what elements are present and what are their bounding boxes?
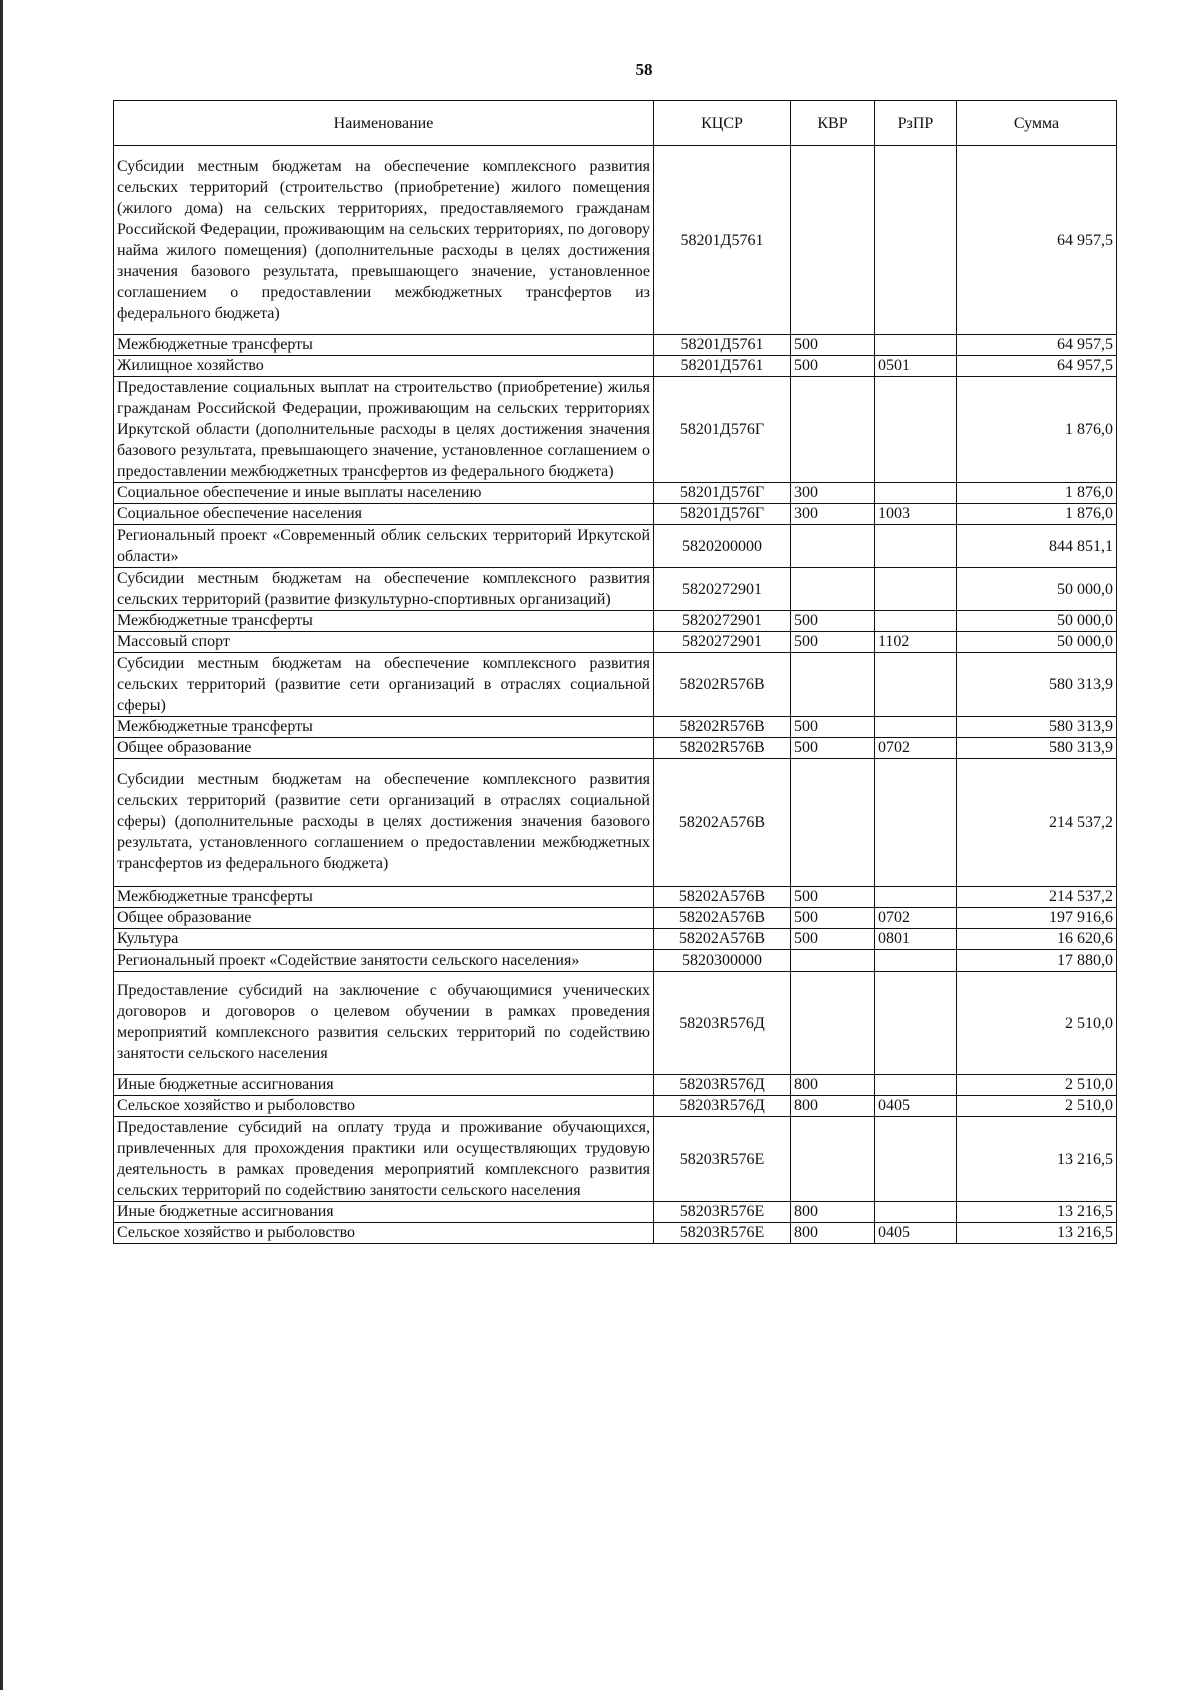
row-sum-cell: 17 880,0: [957, 950, 1117, 972]
row-name-cell: Региональный проект «Содействие занятости сельского населения»: [114, 950, 654, 972]
row-sum-cell: 2 510,0: [957, 1075, 1117, 1096]
row-rzpr-cell: [875, 972, 957, 1075]
row-kvr-cell: 300: [791, 483, 875, 504]
table-row: [114, 525, 1117, 568]
row-name-cell: Сельское хозяйство и рыболовство: [114, 1223, 654, 1244]
table-row: [114, 972, 1117, 1075]
row-name-cell: Жилищное хозяйство: [114, 356, 654, 377]
row-name-cell: Субсидии местным бюджетам на обеспечение комплексного развития сельских территорий (развитие сети организаций в отраслях социальной сферы) (дополнительные расходы в целях достижения значения базового результата, установленного соглашением о предоставлении межбюджетных трансфертов из федерального бюджета): [114, 759, 654, 887]
table-header: [114, 101, 1117, 146]
row-sum-cell: 50 000,0: [957, 611, 1117, 632]
row-kcsr-cell: 58202R576B: [654, 653, 791, 717]
row-rzpr-cell: [875, 1117, 957, 1202]
table-row: [114, 335, 1117, 356]
row-sum-cell: 13 216,5: [957, 1117, 1117, 1202]
row-kcsr-cell: 58201Д5761: [654, 146, 791, 335]
budget-table: [113, 100, 1117, 1244]
row-name-cell: Региональный проект «Современный облик сельских территорий Иркутской области»: [114, 525, 654, 568]
row-rzpr-cell: [875, 146, 957, 335]
row-name-cell: Сельское хозяйство и рыболовство: [114, 1096, 654, 1117]
header-kvr: КВР: [791, 101, 875, 146]
row-rzpr-cell: [875, 653, 957, 717]
row-kvr-cell: [791, 653, 875, 717]
row-rzpr-cell: 0801: [875, 929, 957, 950]
row-kcsr-cell: 58202R576B: [654, 717, 791, 738]
row-sum-cell: 197 916,6: [957, 908, 1117, 929]
page-number: 58: [635, 60, 653, 79]
row-name-cell: Межбюджетные трансферты: [114, 887, 654, 908]
row-sum-cell: 50 000,0: [957, 632, 1117, 653]
table-row: [114, 504, 1117, 525]
row-rzpr-cell: [875, 1075, 957, 1096]
table-row: [114, 632, 1117, 653]
row-kcsr-cell: 5820272901: [654, 611, 791, 632]
row-kvr-cell: 500: [791, 335, 875, 356]
row-kvr-cell: 500: [791, 356, 875, 377]
row-sum-cell: 13 216,5: [957, 1202, 1117, 1223]
scan-left-edge: [0, 0, 3, 1690]
row-name-cell: Массовый спорт: [114, 632, 654, 653]
header-sum: Сумма: [957, 101, 1117, 146]
row-kvr-cell: 500: [791, 887, 875, 908]
row-kcsr-cell: 58202A576B: [654, 887, 791, 908]
row-kvr-cell: [791, 950, 875, 972]
row-sum-cell: 1 876,0: [957, 377, 1117, 483]
row-rzpr-cell: 1102: [875, 632, 957, 653]
row-kvr-cell: 500: [791, 908, 875, 929]
row-rzpr-cell: [875, 1202, 957, 1223]
row-rzpr-cell: [875, 759, 957, 887]
row-rzpr-cell: 0702: [875, 908, 957, 929]
row-kcsr-cell: 58203R576E: [654, 1202, 791, 1223]
row-sum-cell: 50 000,0: [957, 568, 1117, 611]
row-sum-cell: 214 537,2: [957, 759, 1117, 887]
row-name-cell: Культура: [114, 929, 654, 950]
row-kcsr-cell: 58202A576B: [654, 929, 791, 950]
row-name-cell: Предоставление субсидий на оплату труда и проживание обучающихся, привлеченных для прохождения практики или осуществляющих трудовую деятельность в рамках проведения мероприятий комплексного развития сельских территорий по содействию занятости сельского населения: [114, 1117, 654, 1202]
row-name-cell: Иные бюджетные ассигнования: [114, 1202, 654, 1223]
header-kcsr: КЦСР: [654, 101, 791, 146]
row-kcsr-cell: 58201Д5761: [654, 356, 791, 377]
row-sum-cell: 1 876,0: [957, 483, 1117, 504]
row-kvr-cell: 300: [791, 504, 875, 525]
table-row: [114, 611, 1117, 632]
row-rzpr-cell: 0405: [875, 1096, 957, 1117]
table-row: [114, 377, 1117, 483]
row-rzpr-cell: 0501: [875, 356, 957, 377]
row-rzpr-cell: [875, 525, 957, 568]
row-rzpr-cell: [875, 483, 957, 504]
table-row: [114, 653, 1117, 717]
table-row: [114, 1096, 1117, 1117]
header-name: Наименование: [114, 101, 654, 146]
row-kvr-cell: 500: [791, 632, 875, 653]
row-sum-cell: 214 537,2: [957, 887, 1117, 908]
row-kvr-cell: 500: [791, 717, 875, 738]
row-kvr-cell: 800: [791, 1096, 875, 1117]
row-kcsr-cell: 58201Д576Г: [654, 504, 791, 525]
header-rzpr: РзПР: [875, 101, 957, 146]
row-kcsr-cell: 5820272901: [654, 568, 791, 611]
row-name-cell: Предоставление социальных выплат на строительство (приобретение) жилья гражданам Российской Федерации, проживающим на сельских территориях Иркутской области (дополнительные расходы в целях достижения значения базового результата, превышающего значение, установленное соглашением о предоставлении межбюджетных трансфертов из федерального бюджета): [114, 377, 654, 483]
row-name-cell: Межбюджетные трансферты: [114, 717, 654, 738]
row-sum-cell: 580 313,9: [957, 717, 1117, 738]
row-name-cell: Общее образование: [114, 738, 654, 759]
header-row: [114, 101, 1117, 146]
row-rzpr-cell: [875, 335, 957, 356]
row-name-cell: Межбюджетные трансферты: [114, 335, 654, 356]
row-kcsr-cell: 58203R576Д: [654, 972, 791, 1075]
table-row: [114, 1223, 1117, 1244]
row-name-cell: Межбюджетные трансферты: [114, 611, 654, 632]
row-kvr-cell: [791, 377, 875, 483]
row-sum-cell: 580 313,9: [957, 653, 1117, 717]
row-sum-cell: 580 313,9: [957, 738, 1117, 759]
row-kcsr-cell: 58202A576B: [654, 908, 791, 929]
row-kvr-cell: 800: [791, 1223, 875, 1244]
row-kvr-cell: 800: [791, 1075, 875, 1096]
row-rzpr-cell: 0702: [875, 738, 957, 759]
row-sum-cell: 1 876,0: [957, 504, 1117, 525]
row-kvr-cell: [791, 1117, 875, 1202]
row-rzpr-cell: [875, 568, 957, 611]
row-sum-cell: 16 620,6: [957, 929, 1117, 950]
row-rzpr-cell: [875, 611, 957, 632]
table-row: [114, 759, 1117, 887]
row-kcsr-cell: 58201Д576Г: [654, 377, 791, 483]
table-row: [114, 738, 1117, 759]
row-name-cell: Общее образование: [114, 908, 654, 929]
row-sum-cell: 64 957,5: [957, 356, 1117, 377]
table-row: [114, 1075, 1117, 1096]
table-row: [114, 146, 1117, 335]
row-kvr-cell: [791, 146, 875, 335]
row-name-cell: Предоставление субсидий на заключение с обучающимися ученических договоров и договоров о целевом обучении в рамках проведения мероприятий комплексного развития сельских территорий по содействию занятости сельского населения: [114, 972, 654, 1075]
row-sum-cell: 844 851,1: [957, 525, 1117, 568]
row-kcsr-cell: 58201Д5761: [654, 335, 791, 356]
row-kvr-cell: 500: [791, 929, 875, 950]
table-body: [114, 146, 1117, 1244]
row-kvr-cell: [791, 568, 875, 611]
row-kvr-cell: 500: [791, 611, 875, 632]
row-sum-cell: 13 216,5: [957, 1223, 1117, 1244]
row-kvr-cell: [791, 972, 875, 1075]
row-rzpr-cell: [875, 950, 957, 972]
table-row: [114, 483, 1117, 504]
row-rzpr-cell: [875, 717, 957, 738]
row-rzpr-cell: [875, 887, 957, 908]
row-kvr-cell: [791, 525, 875, 568]
row-name-cell: Социальное обеспечение населения: [114, 504, 654, 525]
row-kvr-cell: [791, 759, 875, 887]
row-kcsr-cell: 58202A576B: [654, 759, 791, 887]
row-sum-cell: 2 510,0: [957, 1096, 1117, 1117]
row-rzpr-cell: [875, 377, 957, 483]
row-kcsr-cell: 58201Д576Г: [654, 483, 791, 504]
row-kcsr-cell: 58203R576Д: [654, 1096, 791, 1117]
table-row: [114, 568, 1117, 611]
row-rzpr-cell: 0405: [875, 1223, 957, 1244]
table-row: [114, 887, 1117, 908]
row-sum-cell: 2 510,0: [957, 972, 1117, 1075]
table-row: [114, 908, 1117, 929]
row-name-cell: Субсидии местным бюджетам на обеспечение комплексного развития сельских территорий (развитие сети организаций в отраслях социальной сферы): [114, 653, 654, 717]
row-name-cell: Иные бюджетные ассигнования: [114, 1075, 654, 1096]
row-name-cell: Субсидии местным бюджетам на обеспечение комплексного развития сельских территорий (строительство (приобретение) жилого помещения (жилого дома) на сельских территориях, предоставляемого гражданам Российской Федерации, проживающим на сельских территориях, по договору найма жилого помещения) (дополнительные расходы в целях достижения значения базового результата, превышающего значение, установленное соглашением о предоставлении межбюджетных трансфертов из федерального бюджета): [114, 146, 654, 335]
row-sum-cell: 64 957,5: [957, 146, 1117, 335]
row-kvr-cell: 800: [791, 1202, 875, 1223]
row-kcsr-cell: 5820272901: [654, 632, 791, 653]
table-row: [114, 929, 1117, 950]
table-row: [114, 1202, 1117, 1223]
table-row: [114, 1117, 1117, 1202]
row-sum-cell: 64 957,5: [957, 335, 1117, 356]
row-kcsr-cell: 58203R576Д: [654, 1075, 791, 1096]
table-row: [114, 950, 1117, 972]
row-kvr-cell: 500: [791, 738, 875, 759]
row-kcsr-cell: 5820300000: [654, 950, 791, 972]
row-name-cell: Социальное обеспечение и иные выплаты населению: [114, 483, 654, 504]
row-kcsr-cell: 58203R576E: [654, 1117, 791, 1202]
table-row: [114, 356, 1117, 377]
row-kcsr-cell: 58203R576E: [654, 1223, 791, 1244]
row-kcsr-cell: 58202R576B: [654, 738, 791, 759]
row-name-cell: Субсидии местным бюджетам на обеспечение комплексного развития сельских территорий (развитие физкультурно-спортивных организаций): [114, 568, 654, 611]
table-row: [114, 717, 1117, 738]
row-rzpr-cell: 1003: [875, 504, 957, 525]
row-kcsr-cell: 5820200000: [654, 525, 791, 568]
